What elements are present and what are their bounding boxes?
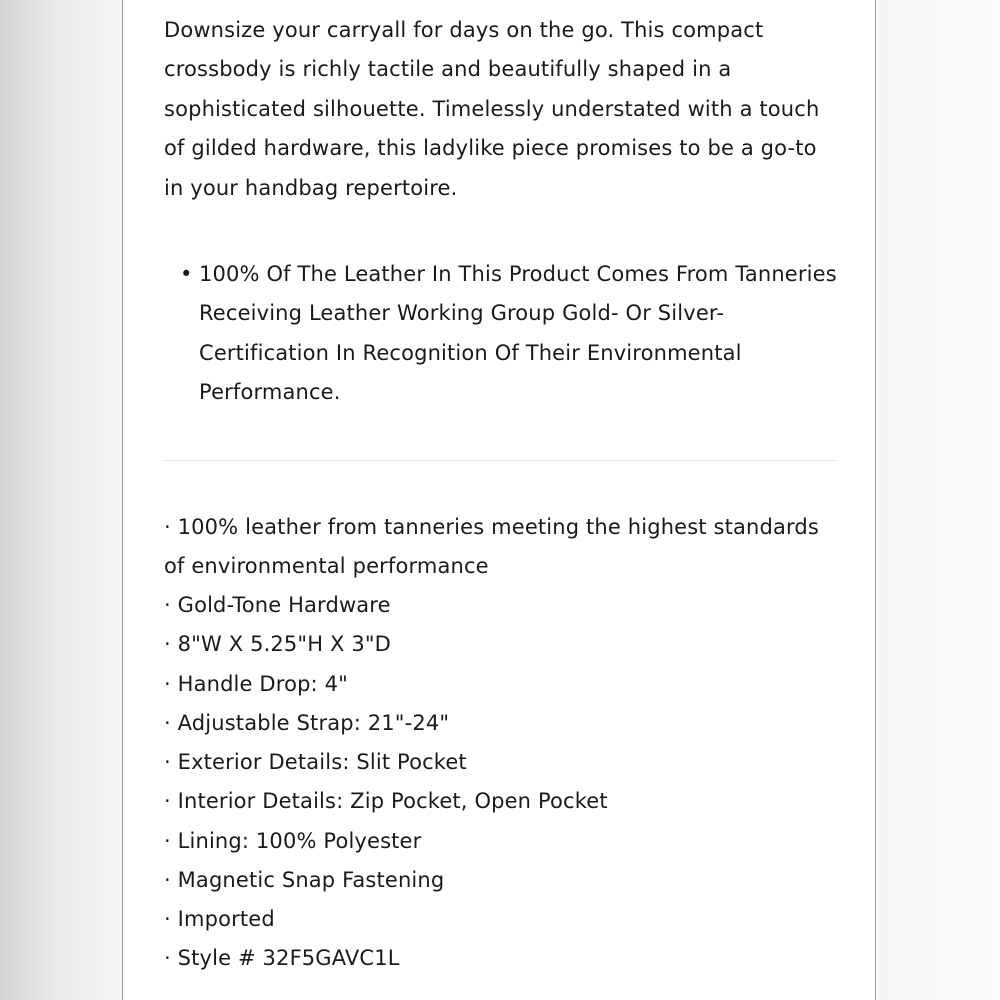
spec-item-interior: · Interior Details: Zip Pocket, Open Pocket	[164, 789, 608, 814]
spec-item-exterior: · Exterior Details: Slit Pocket	[164, 750, 467, 775]
feature-item	[180, 255, 837, 413]
product-description: Downsize your carryall for days on the go. This compact crossbody is richly tactile and beautifully shaped in a sophisticated silhouette. Timelessly understated with a touch of gilded hardware, this ladylike piece promises to be a go-to in your handbag repertoire.	[164, 18, 820, 200]
spec-item-handle-drop: · Handle Drop: 4"	[164, 671, 348, 696]
spec-item-dimensions: · 8"W X 5.25"H X 3"D	[164, 632, 392, 657]
spec-item-style-number: · Style # 32F5GAVC1L	[164, 946, 400, 971]
spec-list	[164, 508, 837, 979]
spec-item-leather: · 100% leather from tanneries meeting the highest standards of environmental performance	[164, 514, 819, 578]
feature-text: 100% Of The Leather In This Product Comes From Tanneries Receiving Leather Working Group Gold- Or Silver-Certification In Recognition Of Their Environmental Performance.	[199, 262, 837, 405]
spec-item-imported: · Imported	[164, 907, 275, 932]
feature-list	[164, 255, 837, 413]
spec-item-lining: · Lining: 100% Polyester	[164, 828, 422, 853]
bullet-icon: •	[180, 262, 193, 287]
spec-item-fastening: · Magnetic Snap Fastening	[164, 867, 445, 892]
spec-item-hardware: · Gold-Tone Hardware	[164, 593, 391, 618]
product-details-content	[164, 11, 837, 979]
product-details-panel	[122, 0, 876, 1000]
spec-item-strap: · Adjustable Strap: 21"-24"	[164, 710, 450, 735]
section-divider	[164, 460, 837, 461]
